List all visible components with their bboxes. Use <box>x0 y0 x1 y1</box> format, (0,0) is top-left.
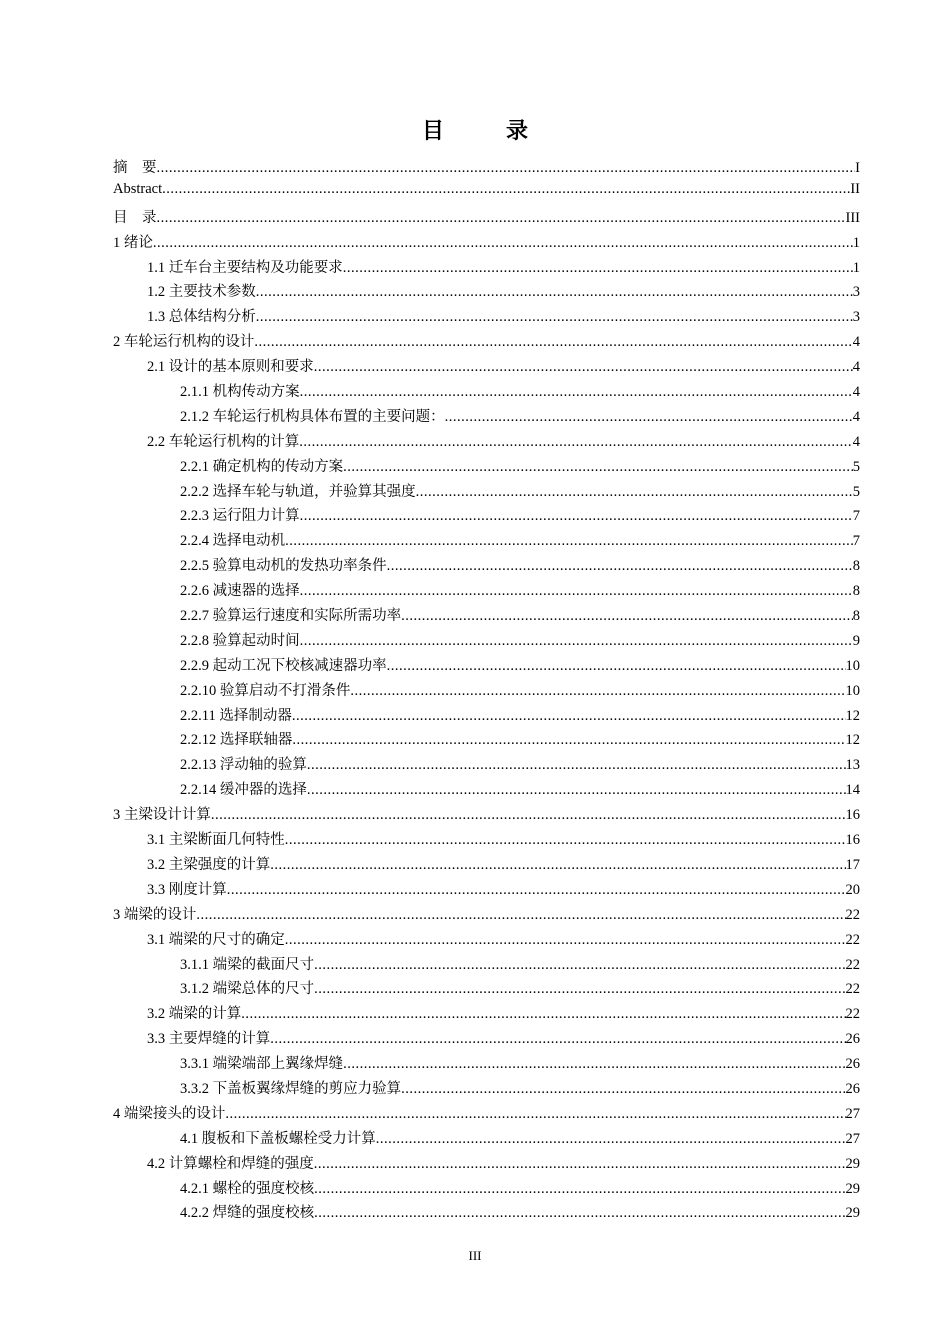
toc-entry-page: 8 <box>852 583 860 600</box>
toc-leader-dots <box>416 484 853 501</box>
toc-leader-dots <box>292 708 846 725</box>
toc-leader-dots <box>299 434 853 451</box>
toc-entry[interactable] <box>113 853 860 878</box>
toc-entry-page: 17 <box>845 856 860 873</box>
toc-leader-dots <box>314 1205 845 1222</box>
toc-entry-title: 2.2.5 验算电动机的发热功率条件 <box>180 558 387 575</box>
toc-entry-title: 3 主梁设计计算 <box>113 807 211 824</box>
toc-entry-title: 3.1 主梁断面几何特性 <box>147 832 285 849</box>
toc-entry-page: I <box>855 160 860 176</box>
toc-leader-dots <box>300 633 853 650</box>
toc-entry-title: 2.2.7 验算运行速度和实际所需功率 <box>180 608 402 625</box>
toc-entry[interactable] <box>113 380 860 405</box>
toc-leader-dots <box>256 309 853 326</box>
toc-entry-title: 2.2.2 选择车轮与轨道，并验算其强度 <box>180 483 416 500</box>
toc-entry[interactable] <box>113 579 860 604</box>
toc-leader-dots <box>157 160 856 177</box>
toc-entry-page: 10 <box>845 657 860 674</box>
toc-entry-title: 3.3 刚度计算 <box>147 881 227 898</box>
toc-entry[interactable] <box>113 280 860 305</box>
toc-entry-page: 22 <box>845 956 860 973</box>
toc-entry-title: 3.3 主要焊缝的计算 <box>147 1031 271 1048</box>
toc-entry[interactable] <box>113 1027 860 1052</box>
toc-entry-title: 2.2.1 确定机构的传动方案 <box>180 458 344 475</box>
toc-leader-dots <box>153 235 853 252</box>
toc-entry-title: 1.1 迁车台主要结构及功能要求 <box>147 259 343 276</box>
toc-leader-dots <box>292 732 845 749</box>
toc-entry-title: 2.1.2 车轮运行机构具体布置的主要问题： <box>180 408 445 425</box>
toc-entry-title: 3.3.2 下盖板翼缘焊缝的剪应力验算 <box>180 1080 402 1097</box>
toc-leader-dots <box>387 558 853 575</box>
toc-leader-dots <box>445 409 853 426</box>
toc-entry-title: 2.1.1 机构传动方案 <box>180 384 300 401</box>
toc-entry-page: 4 <box>852 359 860 376</box>
toc-entry-page: 5 <box>852 458 860 475</box>
toc-leader-dots <box>314 359 853 376</box>
toc-entry[interactable] <box>113 953 860 978</box>
toc-entry[interactable] <box>113 1201 860 1226</box>
toc-entry-page: III <box>845 209 860 226</box>
toc-leader-dots <box>343 459 853 476</box>
toc-leader-dots <box>211 807 846 824</box>
toc-entry[interactable] <box>113 430 860 455</box>
toc-entry[interactable] <box>113 156 860 181</box>
toc-entry[interactable] <box>113 206 860 231</box>
toc-leader-dots <box>376 1131 846 1148</box>
toc-entry-page: 29 <box>845 1180 860 1197</box>
toc-leader-dots <box>350 683 845 700</box>
toc-entry[interactable] <box>113 728 860 753</box>
toc-entry-title: 4.2.1 螺栓的强度校核 <box>180 1180 315 1197</box>
toc-entry-page: 29 <box>845 1155 860 1172</box>
toc-entry-page: 22 <box>845 931 860 948</box>
toc-entry[interactable] <box>113 355 860 380</box>
toc-entry-title: 3.2 主梁强度的计算 <box>147 856 271 873</box>
toc-entry-title: 4 端梁接头的设计 <box>113 1105 226 1122</box>
toc-entry[interactable] <box>113 1077 860 1102</box>
toc-entry[interactable] <box>113 604 860 629</box>
toc-leader-dots <box>270 857 845 874</box>
toc-entry-page: 12 <box>845 707 860 724</box>
toc-entry[interactable] <box>113 828 860 853</box>
table-of-contents <box>113 156 860 1226</box>
toc-entry-page: 12 <box>845 732 860 749</box>
toc-leader-dots <box>401 1081 845 1098</box>
toc-entry-title: 目 录 <box>113 209 157 226</box>
toc-leader-dots <box>227 882 846 899</box>
toc-entry[interactable] <box>113 1127 860 1152</box>
toc-entry-title: 2 车轮运行机构的设计 <box>113 334 255 351</box>
toc-leader-dots <box>285 932 846 949</box>
toc-entry-title: 4.2.2 焊缝的强度校核 <box>180 1205 315 1222</box>
toc-entry-title: 3.1.2 端梁总体的尺寸 <box>180 981 315 998</box>
toc-entry-title: 4.2 计算螺栓和焊缝的强度 <box>147 1155 314 1172</box>
toc-entry[interactable] <box>113 305 860 330</box>
toc-entry-title: 1.2 主要技术参数 <box>147 284 256 301</box>
toc-entry-title: 4.1 腹板和下盖板螺栓受力计算 <box>180 1130 376 1147</box>
toc-entry-title: 2.1 设计的基本原则和要求 <box>147 359 314 376</box>
toc-entry-page: 1 <box>852 259 860 276</box>
toc-leader-dots <box>314 1156 846 1173</box>
toc-entry[interactable] <box>113 554 860 579</box>
toc-entry-page: 27 <box>845 1130 860 1147</box>
toc-entry-title: 3.2 端梁的计算 <box>147 1006 242 1023</box>
toc-entry-title: 2.2.8 验算起动时间 <box>180 632 300 649</box>
toc-entry-page: 4 <box>852 408 860 425</box>
toc-entry[interactable] <box>113 1102 860 1127</box>
toc-entry[interactable] <box>113 679 860 704</box>
toc-entry[interactable] <box>113 1002 860 1027</box>
toc-entry-page: 16 <box>845 832 860 849</box>
toc-entry-page: 7 <box>852 508 860 525</box>
toc-entry[interactable] <box>113 1152 860 1177</box>
toc-entry-title: 2.2.4 选择电动机 <box>180 533 286 550</box>
toc-entry[interactable] <box>113 1052 860 1077</box>
toc-entry-page: 29 <box>845 1205 860 1222</box>
toc-leader-dots <box>387 658 846 675</box>
toc-entry-title: 3 端梁的设计 <box>113 906 197 923</box>
toc-entry-title: 2.2.13 浮动轴的验算 <box>180 757 307 774</box>
toc-leader-dots <box>270 1031 845 1048</box>
toc-entry-title: 2.2.11 选择制动器 <box>180 707 292 724</box>
toc-entry-page: 10 <box>845 682 860 699</box>
toc-leader-dots <box>254 334 852 351</box>
toc-leader-dots <box>300 508 853 525</box>
toc-entry[interactable] <box>113 181 860 206</box>
toc-entry-page: 4 <box>852 384 860 401</box>
toc-entry-page: 26 <box>845 1031 860 1048</box>
toc-entry[interactable] <box>113 231 860 256</box>
toc-entry[interactable] <box>113 778 860 803</box>
toc-entry-title: 1.3 总体结构分析 <box>147 309 256 326</box>
toc-leader-dots <box>300 583 853 600</box>
toc-entry-page: 7 <box>852 533 860 550</box>
toc-entry[interactable] <box>113 629 860 654</box>
toc-entry-title: 2.2.9 起动工况下校核减速器功率 <box>180 657 387 674</box>
toc-leader-dots <box>157 210 846 227</box>
toc-entry[interactable] <box>113 928 860 953</box>
toc-entry-page: 22 <box>845 1006 860 1023</box>
toc-entry-page: 26 <box>845 1056 860 1073</box>
toc-entry-page: 26 <box>845 1080 860 1097</box>
toc-leader-dots <box>314 957 845 974</box>
toc-leader-dots <box>241 1006 845 1023</box>
toc-leader-dots <box>285 533 853 550</box>
toc-entry-page: 4 <box>852 334 860 351</box>
page-number: III <box>468 1248 482 1263</box>
page-title: 目 录 <box>421 118 548 144</box>
toc-entry-page: 13 <box>845 757 860 774</box>
toc-leader-dots <box>225 1106 845 1123</box>
toc-leader-dots <box>401 608 853 625</box>
toc-entry[interactable] <box>113 529 860 554</box>
toc-leader-dots <box>343 260 853 277</box>
toc-entry-title: 3.1 端梁的尺寸的确定 <box>147 931 285 948</box>
toc-entry[interactable] <box>113 753 860 778</box>
toc-leader-dots <box>307 782 846 799</box>
toc-leader-dots <box>307 757 846 774</box>
toc-leader-dots <box>314 981 845 998</box>
toc-entry-page: 3 <box>852 284 860 301</box>
toc-entry-title: 摘 要 <box>113 160 157 176</box>
toc-entry-page: 27 <box>845 1105 860 1122</box>
toc-entry-page: 22 <box>845 981 860 998</box>
toc-entry[interactable] <box>113 405 860 430</box>
toc-leader-dots <box>285 832 846 849</box>
toc-entry-page: 3 <box>852 309 860 326</box>
toc-entry-title: 2.2.10 验算启动不打滑条件 <box>180 682 351 699</box>
toc-entry-page: 5 <box>852 483 860 500</box>
toc-leader-dots <box>256 284 853 301</box>
toc-entry[interactable] <box>113 256 860 281</box>
toc-entry[interactable] <box>113 1177 860 1202</box>
toc-entry[interactable] <box>113 803 860 828</box>
toc-entry-title: Abstract <box>113 180 163 197</box>
toc-entry[interactable] <box>113 504 860 529</box>
toc-entry[interactable] <box>113 704 860 729</box>
toc-entry-page: 16 <box>845 807 860 824</box>
toc-entry[interactable] <box>113 977 860 1002</box>
toc-entry-page: 8 <box>852 558 860 575</box>
toc-entry-title: 3.1.1 端梁的截面尺寸 <box>180 956 315 973</box>
toc-entry-page: 9 <box>852 632 860 649</box>
toc-entry-page: 22 <box>845 906 860 923</box>
toc-leader-dots <box>343 1056 845 1073</box>
toc-entry[interactable] <box>113 330 860 355</box>
toc-entry-page: 14 <box>845 782 860 799</box>
toc-entry-title: 3.3.1 端梁端部上翼缘焊缝 <box>180 1056 344 1073</box>
toc-entry-title: 1 绪论 <box>113 234 153 251</box>
toc-entry-title: 2.2 车轮运行机构的计算 <box>147 433 300 450</box>
toc-entry[interactable] <box>113 654 860 679</box>
toc-entry[interactable] <box>113 878 860 903</box>
toc-entry-page: 1 <box>852 234 860 251</box>
toc-entry-title: 2.2.3 运行阻力计算 <box>180 508 300 525</box>
toc-entry-page: II <box>850 180 860 197</box>
toc-entry-page: 20 <box>845 881 860 898</box>
toc-leader-dots <box>314 1181 845 1198</box>
toc-entry-page: 4 <box>852 433 860 450</box>
toc-entry-title: 2.2.6 减速器的选择 <box>180 583 300 600</box>
toc-leader-dots <box>300 384 853 401</box>
toc-entry[interactable] <box>113 480 860 505</box>
toc-entry-title: 2.2.12 选择联轴器 <box>180 732 293 749</box>
toc-leader-dots <box>196 907 845 924</box>
toc-entry-title: 2.2.14 缓冲器的选择 <box>180 782 307 799</box>
toc-entry[interactable] <box>113 903 860 928</box>
toc-entry[interactable] <box>113 455 860 480</box>
toc-entry-page: 8 <box>852 608 860 625</box>
toc-leader-dots <box>162 181 850 198</box>
